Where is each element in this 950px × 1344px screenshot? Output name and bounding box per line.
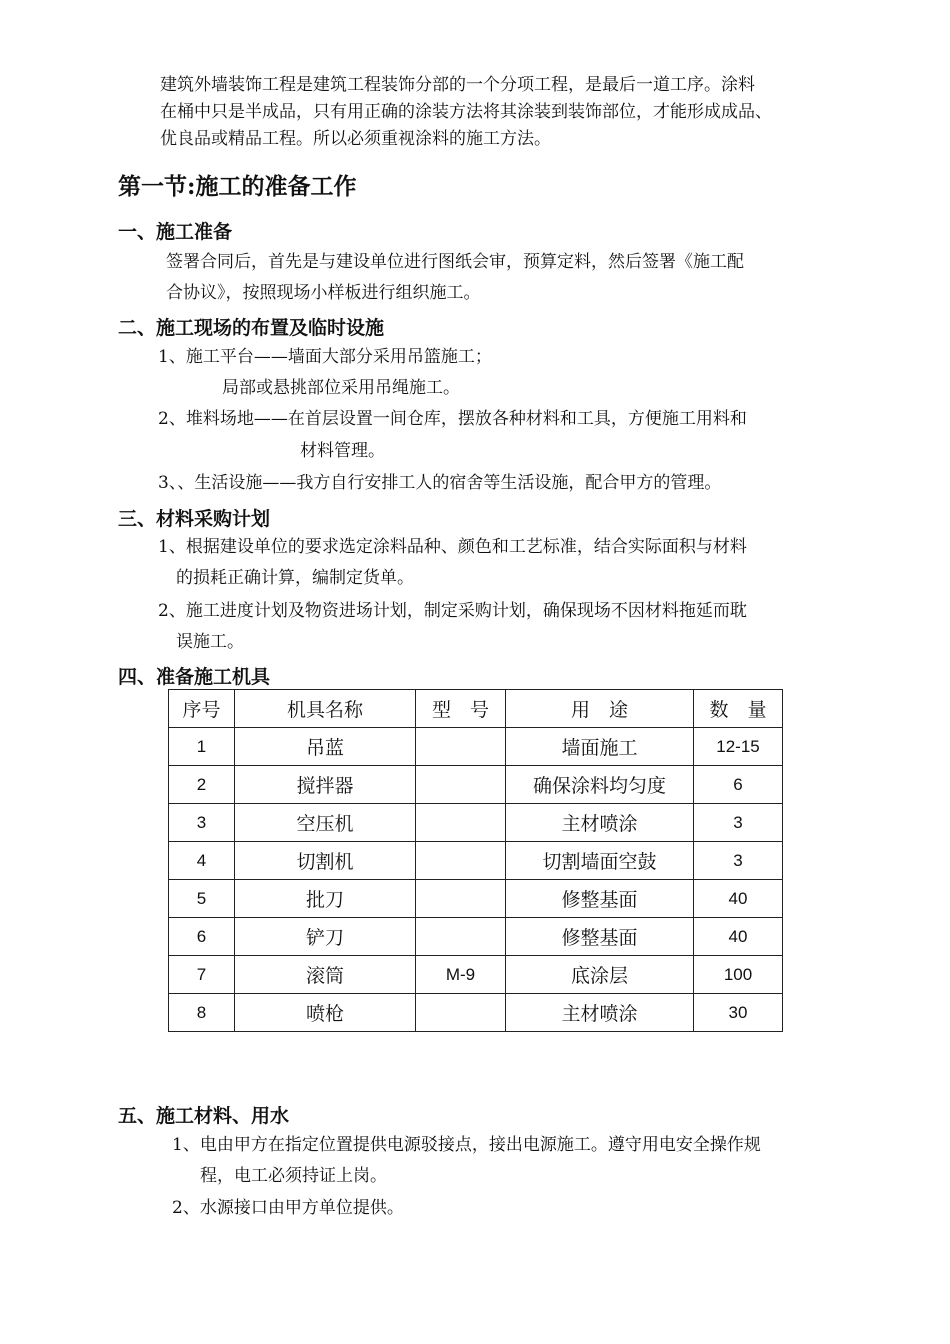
table-cell: 墙面施工: [506, 728, 694, 766]
table-cell: 铲刀: [235, 918, 416, 956]
table-row: [169, 918, 783, 956]
list-item: 2、水源接口由甲方单位提供。: [172, 1198, 404, 1218]
table-row: [169, 842, 783, 880]
table-cell: 修整基面: [506, 918, 694, 956]
table-row: [169, 804, 783, 842]
table-cell: 切割机: [235, 842, 416, 880]
table-cell: 5: [169, 880, 235, 918]
table-cell: 6: [169, 918, 235, 956]
intro-line: 建筑外墙装饰工程是建筑工程装饰分部的一个分项工程，是最后一道工序。涂料: [160, 75, 755, 95]
table-cell: 1: [169, 728, 235, 766]
table-cell: 搅拌器: [235, 766, 416, 804]
table-cell: 批刀: [235, 880, 416, 918]
intro-line: 优良品或精品工程。所以必须重视涂料的施工方法。: [160, 129, 551, 149]
table-cell: 吊蓝: [235, 728, 416, 766]
table-cell: 12-15: [694, 728, 783, 766]
table-cell: 100: [694, 956, 783, 994]
list-item-continuation: 材料管理。: [300, 441, 385, 461]
table-cell: [416, 842, 506, 880]
table-row: [169, 994, 783, 1032]
table-cell: 3: [169, 804, 235, 842]
list-item-continuation: 局部或悬挑部位采用吊绳施工。: [222, 378, 460, 398]
table-cell: 7: [169, 956, 235, 994]
table-cell: 6: [694, 766, 783, 804]
table-row: [169, 728, 783, 766]
paragraph-line: 签署合同后，首先是与建设单位进行图纸会审，预算定料，然后签署《施工配: [166, 252, 744, 272]
table-cell: 切割墙面空鼓: [506, 842, 694, 880]
table-cell: 3: [694, 804, 783, 842]
list-item: 1、根据建设单位的要求选定涂料品种、颜色和工艺标准，结合实际面积与材料: [158, 537, 747, 557]
table-header-row: [169, 690, 783, 728]
table-cell: 主材喷涂: [506, 804, 694, 842]
heading-tools: 四、准备施工机具: [118, 666, 271, 688]
table-cell: [416, 994, 506, 1032]
table-cell: 修整基面: [506, 880, 694, 918]
tools-table: [168, 689, 783, 1032]
table-header-cell: 用 途: [506, 690, 694, 728]
table-cell: 3: [694, 842, 783, 880]
table-cell: 40: [694, 918, 783, 956]
table-cell: 主材喷涂: [506, 994, 694, 1032]
list-item: 1、电由甲方在指定位置提供电源驳接点，接出电源施工。遵守用电安全操作规: [172, 1135, 761, 1155]
table-cell: 底涂层: [506, 956, 694, 994]
table-header-cell: 型 号: [416, 690, 506, 728]
list-item-continuation: 程，电工必须持证上岗。: [200, 1166, 387, 1186]
table-cell: 4: [169, 842, 235, 880]
section-title: 第一节:施工的准备工作: [118, 173, 357, 200]
table-row: [169, 766, 783, 804]
table-header-cell: 序号: [169, 690, 235, 728]
table-cell: [416, 918, 506, 956]
list-item-continuation: 的损耗正确计算，编制定货单。: [176, 568, 414, 588]
table-cell: 确保涂料均匀度: [506, 766, 694, 804]
table-cell: M-9: [416, 956, 506, 994]
table-header-cell: 数 量: [694, 690, 783, 728]
table-cell: 30: [694, 994, 783, 1032]
list-item: 3、、生活设施——我方自行安排工人的宿舍等生活设施，配合甲方的管理。: [158, 473, 722, 493]
heading-procurement: 三、材料采购计划: [118, 508, 271, 530]
heading-materials-water: 五、施工材料、用水: [118, 1105, 290, 1127]
table-cell: 喷枪: [235, 994, 416, 1032]
list-item: 1、施工平台——墙面大部分采用吊篮施工；: [158, 347, 492, 367]
table-cell: 8: [169, 994, 235, 1032]
table-cell: 空压机: [235, 804, 416, 842]
paragraph-line: 合协议》，按照现场小样板进行组织施工。: [166, 283, 481, 303]
table-cell: [416, 766, 506, 804]
table-header-cell: 机具名称: [235, 690, 416, 728]
table-row: [169, 956, 783, 994]
list-item: 2、施工进度计划及物资进场计划，制定采购计划，确保现场不因材料拖延而耽: [158, 601, 747, 621]
table-cell: [416, 804, 506, 842]
table-cell: 40: [694, 880, 783, 918]
table-cell: [416, 880, 506, 918]
list-item: 2、堆料场地——在首层设置一间仓库，摆放各种材料和工具，方便施工用料和: [158, 409, 747, 429]
heading-preparation: 一、施工准备: [118, 221, 233, 243]
list-item-continuation: 误施工。: [176, 632, 244, 652]
table-cell: 滚筒: [235, 956, 416, 994]
intro-line: 在桶中只是半成品，只有用正确的涂装方法将其涂装到装饰部位，才能形成成品、: [160, 102, 772, 122]
table-cell: [416, 728, 506, 766]
heading-site-layout: 二、施工现场的布置及临时设施: [118, 317, 385, 339]
table-row: [169, 880, 783, 918]
table-cell: 2: [169, 766, 235, 804]
